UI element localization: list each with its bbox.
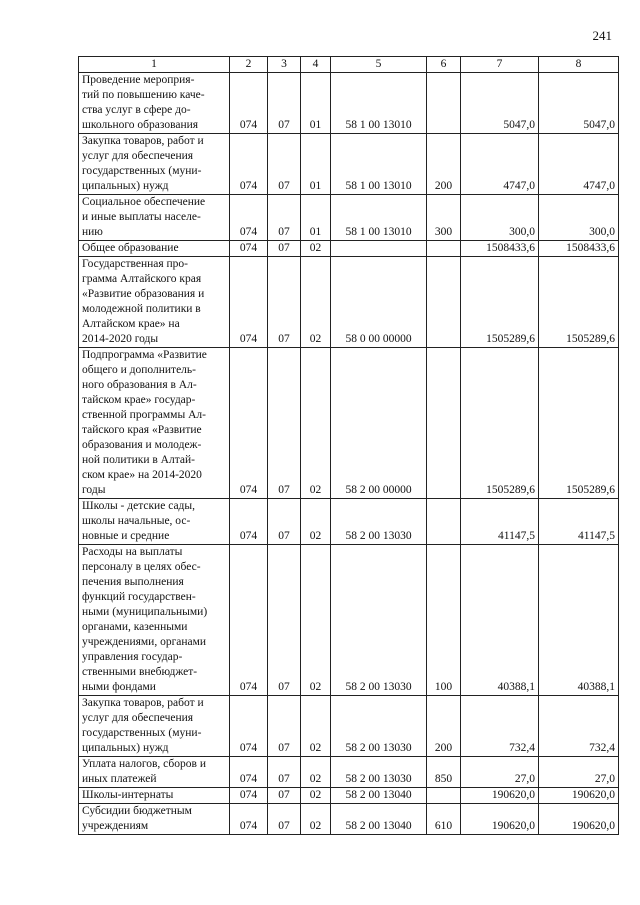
cell-amount-col7: 190620,0 [461, 804, 539, 835]
row-name-cell: Подпрограмма «Развитие общего и дополнитель- ного образования в Ал- тайском крае» государ- ственной программы Ал- тайского края «Развитие образования и молодеж- ной политики в Алтай- ском крае» на 2014-2020 годы [79, 348, 230, 499]
row-name-cell: Закупка товаров, работ и услуг для обеспечения государственных (муни- ципальных) нужд [79, 696, 230, 757]
cell-target-item-code: 58 1 00 13010 [331, 73, 427, 134]
table-row [79, 804, 619, 835]
row-name-cell: Закупка товаров, работ и услуг для обеспечения государственных (муни- ципальных) нужд [79, 134, 230, 195]
cell-section-code: 07 [268, 499, 301, 545]
cell-amount-col7: 1508433,6 [461, 241, 539, 257]
cell-subsection-code: 02 [301, 545, 331, 696]
cell-expense-type-code: 850 [427, 757, 461, 788]
cell-amount-col7: 27,0 [461, 757, 539, 788]
row-name-cell: Школы-интернаты [79, 788, 230, 804]
cell-subsection-code: 01 [301, 73, 331, 134]
table-row [79, 134, 619, 195]
cell-subsection-code: 02 [301, 241, 331, 257]
cell-target-item-code: 58 2 00 13030 [331, 696, 427, 757]
cell-section-code: 07 [268, 788, 301, 804]
table-header-row [79, 57, 619, 73]
cell-target-item-code: 58 2 00 13030 [331, 545, 427, 696]
cell-section-code: 07 [268, 257, 301, 348]
cell-amount-col8: 732,4 [539, 696, 619, 757]
cell-expense-type-code: 300 [427, 195, 461, 241]
cell-amount-col8: 190620,0 [539, 804, 619, 835]
cell-amount-col7: 732,4 [461, 696, 539, 757]
cell-administrator-code: 074 [230, 195, 268, 241]
cell-expense-type-code [427, 499, 461, 545]
table-row [79, 545, 619, 696]
cell-target-item-code: 58 2 00 00000 [331, 348, 427, 499]
column-header-3: 3 [268, 57, 301, 73]
table-row [79, 241, 619, 257]
cell-amount-col7: 190620,0 [461, 788, 539, 804]
cell-amount-col8: 5047,0 [539, 73, 619, 134]
cell-subsection-code: 01 [301, 134, 331, 195]
cell-administrator-code: 074 [230, 241, 268, 257]
page-number: 241 [592, 28, 612, 43]
cell-amount-col7: 5047,0 [461, 73, 539, 134]
column-header-5: 5 [331, 57, 427, 73]
column-header-2: 2 [230, 57, 268, 73]
table-row [79, 757, 619, 788]
cell-amount-col7: 1505289,6 [461, 257, 539, 348]
cell-amount-col8: 1505289,6 [539, 348, 619, 499]
cell-administrator-code: 074 [230, 499, 268, 545]
cell-subsection-code: 02 [301, 804, 331, 835]
cell-amount-col8: 1505289,6 [539, 257, 619, 348]
cell-amount-col8: 4747,0 [539, 134, 619, 195]
cell-expense-type-code [427, 257, 461, 348]
cell-expense-type-code [427, 788, 461, 804]
row-name-cell: Проведение мероприя- тий по повышению каче- ства услуг в сфере до- школьного образования [79, 73, 230, 134]
cell-section-code: 07 [268, 545, 301, 696]
cell-subsection-code: 02 [301, 696, 331, 757]
row-name-cell: Государственная про- грамма Алтайского края «Развитие образования и молодежной политики в Алтайском крае» на 2014-2020 годы [79, 257, 230, 348]
cell-amount-col8: 190620,0 [539, 788, 619, 804]
cell-administrator-code: 074 [230, 257, 268, 348]
row-name-cell: Уплата налогов, сборов и иных платежей [79, 757, 230, 788]
table-row [79, 696, 619, 757]
cell-target-item-code: 58 0 00 00000 [331, 257, 427, 348]
cell-subsection-code: 01 [301, 195, 331, 241]
cell-expense-type-code [427, 348, 461, 499]
cell-amount-col7: 1505289,6 [461, 348, 539, 499]
cell-section-code: 07 [268, 348, 301, 499]
row-name-cell: Субсидии бюджетным учреждениям [79, 804, 230, 835]
cell-amount-col8: 27,0 [539, 757, 619, 788]
budget-table [78, 56, 619, 835]
cell-administrator-code: 074 [230, 788, 268, 804]
table-row [79, 788, 619, 804]
cell-amount-col7: 41147,5 [461, 499, 539, 545]
cell-administrator-code: 074 [230, 696, 268, 757]
column-header-4: 4 [301, 57, 331, 73]
cell-expense-type-code: 200 [427, 134, 461, 195]
table-row [79, 73, 619, 134]
cell-target-item-code: 58 1 00 13010 [331, 134, 427, 195]
cell-administrator-code: 074 [230, 73, 268, 134]
cell-target-item-code: 58 1 00 13010 [331, 195, 427, 241]
cell-subsection-code: 02 [301, 757, 331, 788]
cell-administrator-code: 074 [230, 545, 268, 696]
column-header-7: 7 [461, 57, 539, 73]
cell-amount-col7: 300,0 [461, 195, 539, 241]
cell-section-code: 07 [268, 241, 301, 257]
cell-amount-col7: 4747,0 [461, 134, 539, 195]
cell-expense-type-code: 610 [427, 804, 461, 835]
cell-target-item-code: 58 2 00 13030 [331, 757, 427, 788]
cell-section-code: 07 [268, 134, 301, 195]
cell-section-code: 07 [268, 73, 301, 134]
cell-amount-col7: 40388,1 [461, 545, 539, 696]
cell-section-code: 07 [268, 804, 301, 835]
cell-target-item-code [331, 241, 427, 257]
row-name-cell: Расходы на выплаты персоналу в целях обес- печения выполнения функций государствен- ными (муниципальными) органами, казенными учреждениями, органами управления государ- ственными внебюджет- ными фондами [79, 545, 230, 696]
cell-administrator-code: 074 [230, 348, 268, 499]
cell-administrator-code: 074 [230, 757, 268, 788]
cell-expense-type-code: 200 [427, 696, 461, 757]
row-name-cell: Общее образование [79, 241, 230, 257]
cell-expense-type-code [427, 73, 461, 134]
cell-section-code: 07 [268, 696, 301, 757]
cell-target-item-code: 58 2 00 13040 [331, 804, 427, 835]
cell-subsection-code: 02 [301, 499, 331, 545]
cell-expense-type-code [427, 241, 461, 257]
row-name-cell: Школы - детские сады, школы начальные, ос- новные и средние [79, 499, 230, 545]
table-row [79, 257, 619, 348]
cell-amount-col8: 1508433,6 [539, 241, 619, 257]
table-row [79, 195, 619, 241]
cell-subsection-code: 02 [301, 788, 331, 804]
cell-subsection-code: 02 [301, 348, 331, 499]
column-header-8: 8 [539, 57, 619, 73]
cell-administrator-code: 074 [230, 804, 268, 835]
row-name-cell: Социальное обеспечение и иные выплаты населе- нию [79, 195, 230, 241]
table-row [79, 348, 619, 499]
cell-subsection-code: 02 [301, 257, 331, 348]
cell-section-code: 07 [268, 195, 301, 241]
column-header-6: 6 [427, 57, 461, 73]
cell-administrator-code: 074 [230, 134, 268, 195]
cell-target-item-code: 58 2 00 13030 [331, 499, 427, 545]
table-row [79, 499, 619, 545]
cell-target-item-code: 58 2 00 13040 [331, 788, 427, 804]
column-header-1: 1 [79, 57, 230, 73]
cell-expense-type-code: 100 [427, 545, 461, 696]
cell-section-code: 07 [268, 757, 301, 788]
cell-amount-col8: 40388,1 [539, 545, 619, 696]
cell-amount-col8: 300,0 [539, 195, 619, 241]
cell-amount-col8: 41147,5 [539, 499, 619, 545]
